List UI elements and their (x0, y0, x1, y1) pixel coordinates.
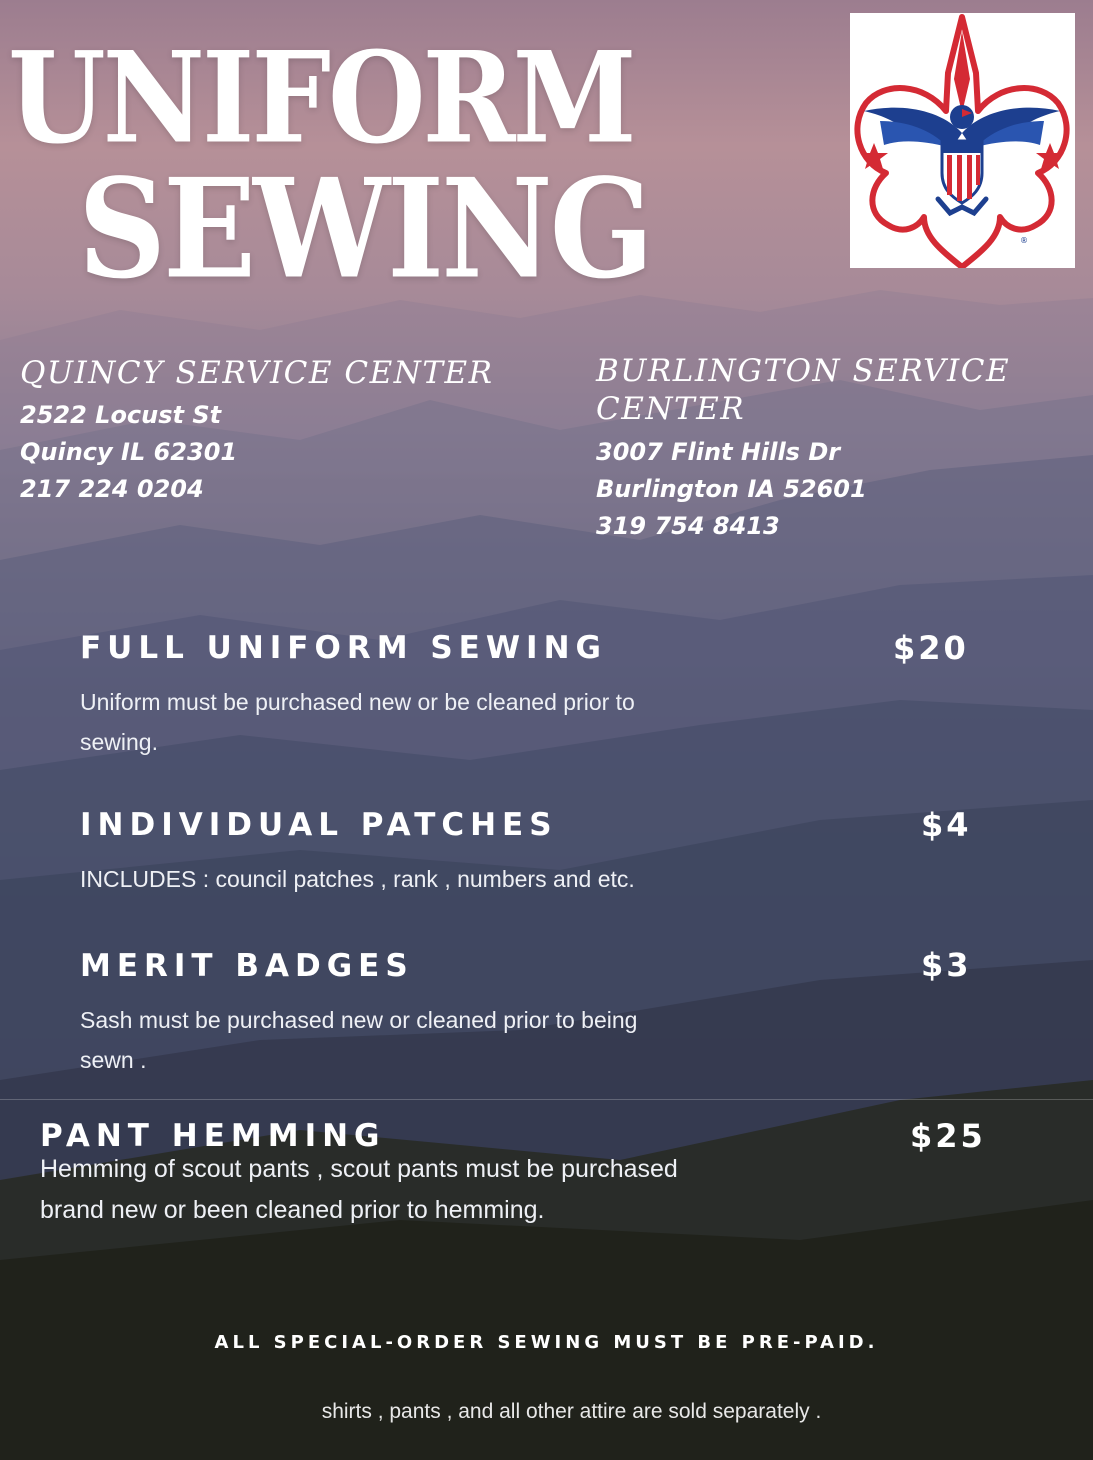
service-desc-merit-badges-line2: sewn . (80, 1047, 147, 1073)
logo-panel (850, 13, 1075, 268)
burlington-center-name-line2: CENTER (596, 391, 746, 427)
service-price-merit-badges: $3 (921, 946, 972, 984)
quincy-city: Quincy IL 62301 (20, 438, 238, 466)
service-desc-patches: INCLUDES : council patches , rank , numbers and etc. (80, 866, 635, 892)
service-price-pant-hemming: $25 (910, 1117, 986, 1155)
service-desc-full-uniform-line2: sewing. (80, 729, 158, 755)
service-price-full-uniform: $20 (893, 629, 969, 667)
service-price-patches: $4 (921, 806, 972, 844)
service-desc-pant-hemming-line2: brand new or been cleaned prior to hemming. (40, 1196, 545, 1224)
title-line-sewing: SEWING (78, 147, 651, 309)
service-desc-full-uniform-line1: Uniform must be purchased new or be cleaned prior to (80, 689, 635, 715)
service-desc-merit-badges-line1: Sash must be purchased new or cleaned prior to being (80, 1007, 638, 1033)
burlington-center-name-line1: BURLINGTON SERVICE (596, 353, 1011, 389)
prepaid-notice: ALL SPECIAL-ORDER SEWING MUST BE PRE-PAID. (214, 1332, 879, 1353)
service-title-full-uniform: FULL UNIFORM SEWING (80, 630, 607, 666)
svg-text:®: ® (1020, 236, 1028, 245)
service-desc-pant-hemming-line1: Hemming of scout pants , scout pants must be purchased (40, 1155, 678, 1183)
service-title-merit-badges: MERIT BADGES (80, 948, 414, 984)
quincy-phone: 217 224 0204 (20, 475, 204, 503)
quincy-street: 2522 Locust St (20, 401, 222, 429)
burlington-phone: 319 754 8413 (596, 512, 780, 540)
burlington-street: 3007 Flint Hills Dr (596, 438, 841, 466)
burlington-city: Burlington IA 52601 (596, 475, 867, 503)
quincy-center-name: QUINCY SERVICE CENTER (20, 355, 494, 391)
scouts-logo-icon (850, 13, 1075, 268)
attire-sold-separately-note: shirts , pants , and all other attire are sold separately . (321, 1400, 822, 1423)
section-divider (0, 1099, 1093, 1100)
service-title-patches: INDIVIDUAL PATCHES (80, 807, 558, 843)
service-title-pant-hemming: PANT HEMMING (40, 1118, 386, 1154)
title-line-uniform: UNIFORM (8, 24, 634, 172)
